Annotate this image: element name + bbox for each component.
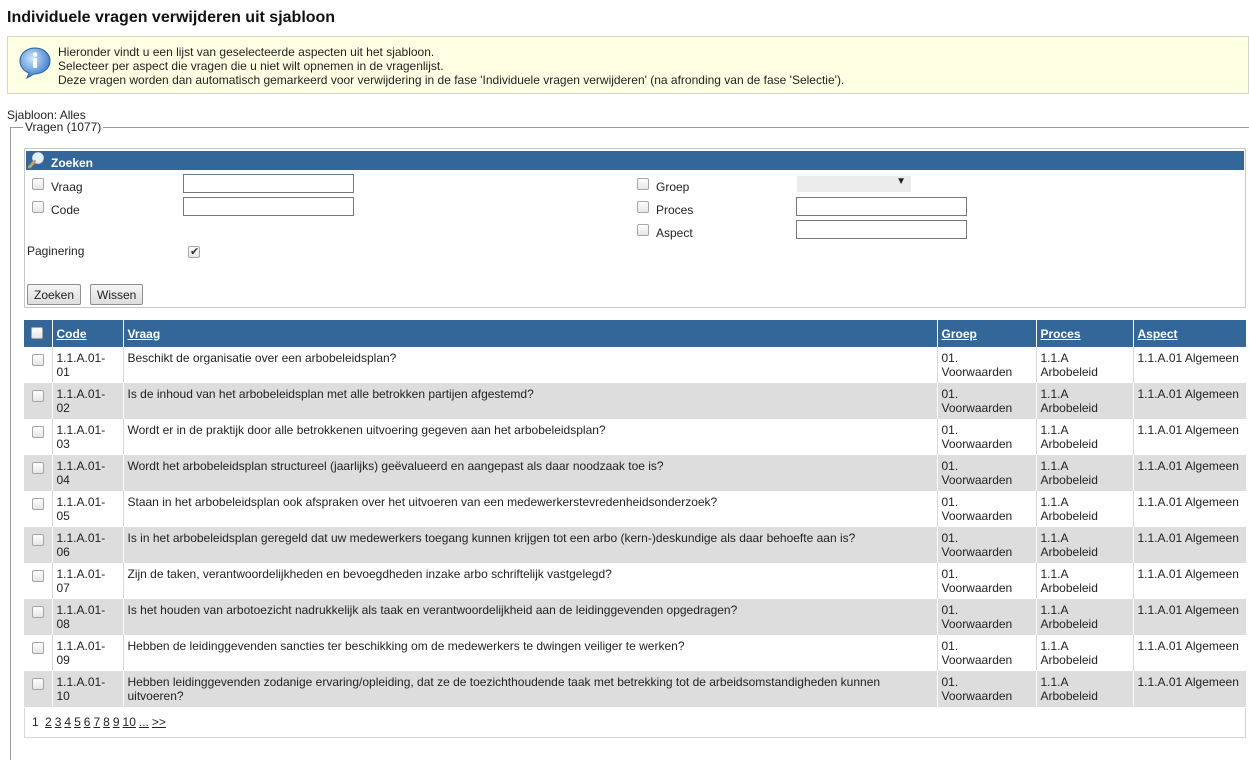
proces-part: 1.1.A: [1040, 675, 1069, 689]
aspect-cell: 1.1.A.01 Algemeen: [1133, 419, 1246, 455]
proces-cell: [1036, 635, 1133, 671]
vraag-cell: Zijn de taken, verantwoordelijkheden en bevoegdheden inzake arbo schriftelijk vastgelegd?: [123, 563, 937, 599]
groep-part: 01.: [941, 387, 959, 401]
code-part: 1.1.A.01-: [56, 567, 106, 581]
code-cell: [52, 419, 123, 455]
code-cell: [52, 347, 123, 383]
proces-part: 1.1.A: [1040, 603, 1069, 617]
proces-part: 1.1.A: [1040, 423, 1069, 437]
code-cell: [52, 671, 123, 707]
vraag-label: Vraag: [51, 180, 83, 194]
code-part: 08: [56, 617, 70, 631]
proces-part: Arbobeleid: [1040, 581, 1098, 595]
proces-cell: [1036, 383, 1133, 419]
info-icon: [18, 45, 52, 79]
groep-part: Voorwaarden: [941, 653, 1013, 667]
row-checkbox[interactable]: [32, 678, 44, 690]
groep-part: Voorwaarden: [941, 617, 1013, 631]
code-part: 1.1.A.01-: [56, 531, 106, 545]
code-part: 06: [56, 545, 70, 559]
groep-cell: [937, 455, 1036, 491]
vraag-cell: Is het houden van arbotoezicht nadrukkelijk als taak en verantwoordelijkheid aan de leidinggevenden opgedragen?: [123, 599, 937, 635]
proces-part: Arbobeleid: [1040, 365, 1098, 379]
table-row: [24, 491, 1246, 527]
groep-part: Voorwaarden: [941, 509, 1013, 523]
code-part: 1.1.A.01-: [56, 423, 106, 437]
questions-table: [24, 320, 1246, 707]
groep-cell: [937, 383, 1036, 419]
proces-part: 1.1.A: [1040, 531, 1069, 545]
proces-part: 1.1.A: [1040, 567, 1069, 581]
pager-link[interactable]: 3: [54, 715, 62, 729]
template-label: Sjabloon: Alles: [7, 108, 86, 122]
groep-part: Voorwaarden: [941, 365, 1013, 379]
proces-part: 1.1.A: [1040, 387, 1069, 401]
groep-part: 01.: [941, 495, 959, 509]
column-header-vraag[interactable]: Vraag: [123, 320, 937, 347]
select-all-checkbox[interactable]: [31, 327, 43, 339]
table-row: [24, 383, 1246, 419]
proces-part: Arbobeleid: [1040, 617, 1098, 631]
row-select-cell[interactable]: [24, 563, 52, 599]
pager-link[interactable]: 9: [112, 715, 120, 729]
table-row: [24, 347, 1246, 383]
info-text: [58, 45, 844, 87]
row-checkbox[interactable]: [32, 570, 44, 582]
vragen-legend: Vragen (1077): [25, 120, 102, 134]
proces-cell: [1036, 599, 1133, 635]
table-row: [24, 599, 1246, 635]
code-part: 1.1.A.01-: [56, 387, 106, 401]
page-title: Individuele vragen verwijderen uit sjabloon: [7, 9, 336, 26]
info-line: Hieronder vindt u een lijst van geselecteerde aspecten uit het sjabloon.: [58, 45, 435, 59]
code-part: 02: [56, 401, 70, 415]
aspect-cell: 1.1.A.01 Algemeen: [1133, 563, 1246, 599]
pager-link[interactable]: 10: [122, 715, 136, 729]
groep-cell: [937, 563, 1036, 599]
code-part: 09: [56, 653, 70, 667]
proces-part: 1.1.A: [1040, 351, 1069, 365]
info-line: Deze vragen worden dan automatisch gemarkeerd voor verwijdering in de fase 'Individuele vragen verwijderen' (na afronding van de fase 'Selectie').: [58, 73, 845, 87]
groep-part: 01.: [941, 531, 959, 545]
groep-cell: [937, 491, 1036, 527]
groep-label: Groep: [656, 180, 690, 194]
aspect-label: Aspect: [656, 226, 693, 240]
proces-checkbox[interactable]: [637, 201, 649, 213]
code-part: 07: [56, 581, 70, 595]
proces-cell: [1036, 455, 1133, 491]
vraag-cell: Wordt er in de praktijk door alle betrokkenen uitvoering gegeven aan het arbobeleidsplan?: [123, 419, 937, 455]
row-select-cell[interactable]: [24, 347, 52, 383]
table-row: [24, 635, 1246, 671]
code-part: 10: [56, 689, 70, 703]
code-part: 1.1.A.01-: [56, 495, 106, 509]
row-checkbox[interactable]: [32, 390, 44, 402]
proces-part: Arbobeleid: [1040, 473, 1098, 487]
vraag-cell: Staan in het arbobeleidsplan ook afspraken over het uitvoeren van een medewerkerstevredenheidsonderzoek?: [123, 491, 937, 527]
aspect-cell: 1.1.A.01 Algemeen: [1133, 491, 1246, 527]
aspect-cell: 1.1.A.01 Algemeen: [1133, 383, 1246, 419]
row-checkbox[interactable]: [32, 606, 44, 618]
groep-part: 01.: [941, 567, 959, 581]
vraag-cell: Beschikt de organisatie over een arbobeleidsplan?: [123, 347, 937, 383]
column-header-aspect[interactable]: Aspect: [1133, 320, 1246, 347]
aspect-input[interactable]: [796, 220, 967, 239]
proces-label: Proces: [656, 203, 694, 217]
pager-link[interactable]: 2: [45, 715, 52, 729]
table-row: [24, 455, 1246, 491]
vraag-cell: Hebben de leidinggevenden sancties ter beschikking om de medewerkers te dwingen veiliger te werken?: [123, 635, 937, 671]
pager-link[interactable]: 8: [103, 715, 110, 729]
proces-part: 1.1.A: [1040, 459, 1069, 473]
groep-part: Voorwaarden: [941, 689, 1013, 703]
row-select-cell[interactable]: [24, 635, 52, 671]
code-part: 03: [56, 437, 70, 451]
groep-select[interactable]: [797, 176, 911, 192]
info-line: Selecteer per aspect die vragen die u niet wilt opnemen in de vragenlijst.: [58, 59, 444, 73]
groep-part: 01.: [941, 423, 959, 437]
proces-part: 1.1.A: [1040, 639, 1069, 653]
zoeken-button[interactable]: Zoeken: [27, 284, 81, 305]
proces-cell: [1036, 527, 1133, 563]
dropdown-arrow-icon: ▼: [896, 176, 906, 187]
pager-link[interactable]: 4: [64, 715, 72, 729]
magnifier-icon: [28, 151, 46, 169]
pager-link[interactable]: 6: [83, 715, 91, 729]
pager-link[interactable]: 5: [74, 715, 81, 729]
table-header-row: [24, 320, 1246, 347]
table-row: [24, 419, 1246, 455]
proces-part: Arbobeleid: [1040, 437, 1098, 451]
row-select-cell[interactable]: [24, 491, 52, 527]
groep-part: 01.: [941, 459, 959, 473]
table-row: [24, 671, 1246, 707]
code-part: 1.1.A.01-: [56, 351, 106, 365]
paginering-label: Paginering: [27, 244, 85, 258]
groep-part: Voorwaarden: [941, 545, 1013, 559]
code-cell: [52, 455, 123, 491]
row-checkbox[interactable]: [32, 462, 44, 474]
proces-cell: [1036, 491, 1133, 527]
row-checkbox[interactable]: [32, 498, 44, 510]
column-header-code[interactable]: Code: [52, 320, 123, 347]
aspect-cell: 1.1.A.01 Algemeen: [1133, 527, 1246, 563]
groep-checkbox[interactable]: [637, 178, 649, 190]
groep-part: 01.: [941, 351, 959, 365]
vraag-cell: Is in het arbobeleidsplan geregeld dat uw medewerkers toegang kunnen krijgen tot een arbo (kern-)deskundige als daar behoefte aan is?: [123, 527, 937, 563]
paginering-checkbox[interactable]: [188, 246, 200, 258]
table-row: [24, 563, 1246, 599]
aspect-cell: 1.1.A.01 Algemeen: [1133, 347, 1246, 383]
groep-part: 01.: [941, 675, 959, 689]
groep-cell: [937, 635, 1036, 671]
vraag-cell: Wordt het arbobeleidsplan structureel (jaarlijks) geëvalueerd en aangepast als daar noodzaak toe is?: [123, 455, 937, 491]
proces-cell: [1036, 347, 1133, 383]
pager-link[interactable]: >>: [151, 715, 166, 729]
code-cell: [52, 491, 123, 527]
row-select-cell[interactable]: [24, 383, 52, 419]
aspect-checkbox[interactable]: [637, 224, 649, 236]
proces-cell: [1036, 671, 1133, 707]
code-part: 05: [56, 509, 70, 523]
aspect-cell: 1.1.A.01 Algemeen: [1133, 599, 1246, 635]
aspect-cell: 1.1.A.01 Algemeen: [1133, 635, 1246, 671]
groep-cell: [937, 419, 1036, 455]
pager-link[interactable]: 7: [93, 715, 101, 729]
proces-part: 1.1.A: [1040, 495, 1069, 509]
code-label: Code: [51, 203, 80, 217]
groep-part: Voorwaarden: [941, 401, 1013, 415]
code-part: 01: [56, 365, 70, 379]
code-part: 1.1.A.01-: [56, 603, 106, 617]
search-header: [26, 151, 1244, 170]
row-checkbox[interactable]: [32, 354, 44, 366]
code-cell: [52, 635, 123, 671]
column-header-groep[interactable]: Groep: [937, 320, 1036, 347]
vraag-cell: Is de inhoud van het arbobeleidsplan met alle betrokken partijen afgestemd?: [123, 383, 937, 419]
proces-cell: [1036, 419, 1133, 455]
code-cell: [52, 599, 123, 635]
pager-current-page: 1: [32, 715, 39, 729]
pager: [32, 715, 169, 729]
groep-cell: [937, 347, 1036, 383]
vraag-checkbox[interactable]: [32, 178, 44, 190]
code-part: 1.1.A.01-: [56, 675, 106, 689]
info-box: [7, 36, 1249, 94]
proces-part: Arbobeleid: [1040, 401, 1098, 415]
row-checkbox[interactable]: [32, 426, 44, 438]
table-row: [24, 527, 1246, 563]
groep-part: 01.: [941, 639, 959, 653]
proces-part: Arbobeleid: [1040, 509, 1098, 523]
row-select-cell[interactable]: [24, 599, 52, 635]
row-select-cell[interactable]: [24, 419, 52, 455]
code-cell: [52, 527, 123, 563]
pager-panel: [24, 708, 1246, 738]
groep-cell: [937, 671, 1036, 707]
pager-link[interactable]: ...: [138, 715, 149, 729]
proces-part: Arbobeleid: [1040, 689, 1098, 703]
code-part: 04: [56, 473, 70, 487]
code-cell: [52, 383, 123, 419]
code-part: 1.1.A.01-: [56, 639, 106, 653]
select-all-header[interactable]: [24, 320, 52, 347]
code-checkbox[interactable]: [32, 201, 44, 213]
row-select-cell[interactable]: [24, 671, 52, 707]
search-panel: [24, 148, 1246, 308]
vraag-input[interactable]: [183, 174, 354, 193]
aspect-cell: 1.1.A.01 Algemeen: [1133, 671, 1246, 707]
proces-part: Arbobeleid: [1040, 653, 1098, 667]
code-input[interactable]: [183, 197, 354, 216]
aspect-cell: 1.1.A.01 Algemeen: [1133, 455, 1246, 491]
code-part: 1.1.A.01-: [56, 459, 106, 473]
groep-part: Voorwaarden: [941, 473, 1013, 487]
groep-cell: [937, 527, 1036, 563]
groep-cell: [937, 599, 1036, 635]
vraag-cell: Hebben leidinggevenden zodanige ervaring/opleiding, dat ze de toezichthoudende taak met betrekking tot de arbeidsomstandigheden kunnen uitvoeren?: [123, 671, 937, 707]
groep-part: 01.: [941, 603, 959, 617]
proces-cell: [1036, 563, 1133, 599]
wissen-button[interactable]: Wissen: [90, 284, 143, 305]
proces-input[interactable]: [796, 197, 967, 216]
proces-part: Arbobeleid: [1040, 545, 1098, 559]
row-select-cell[interactable]: [24, 527, 52, 563]
search-header-label: Zoeken: [51, 156, 94, 170]
column-header-proces[interactable]: Proces: [1036, 320, 1133, 347]
row-checkbox[interactable]: [32, 642, 44, 654]
row-select-cell[interactable]: [24, 455, 52, 491]
row-checkbox[interactable]: [32, 534, 44, 546]
groep-part: Voorwaarden: [941, 581, 1013, 595]
code-cell: [52, 563, 123, 599]
groep-part: Voorwaarden: [941, 437, 1013, 451]
